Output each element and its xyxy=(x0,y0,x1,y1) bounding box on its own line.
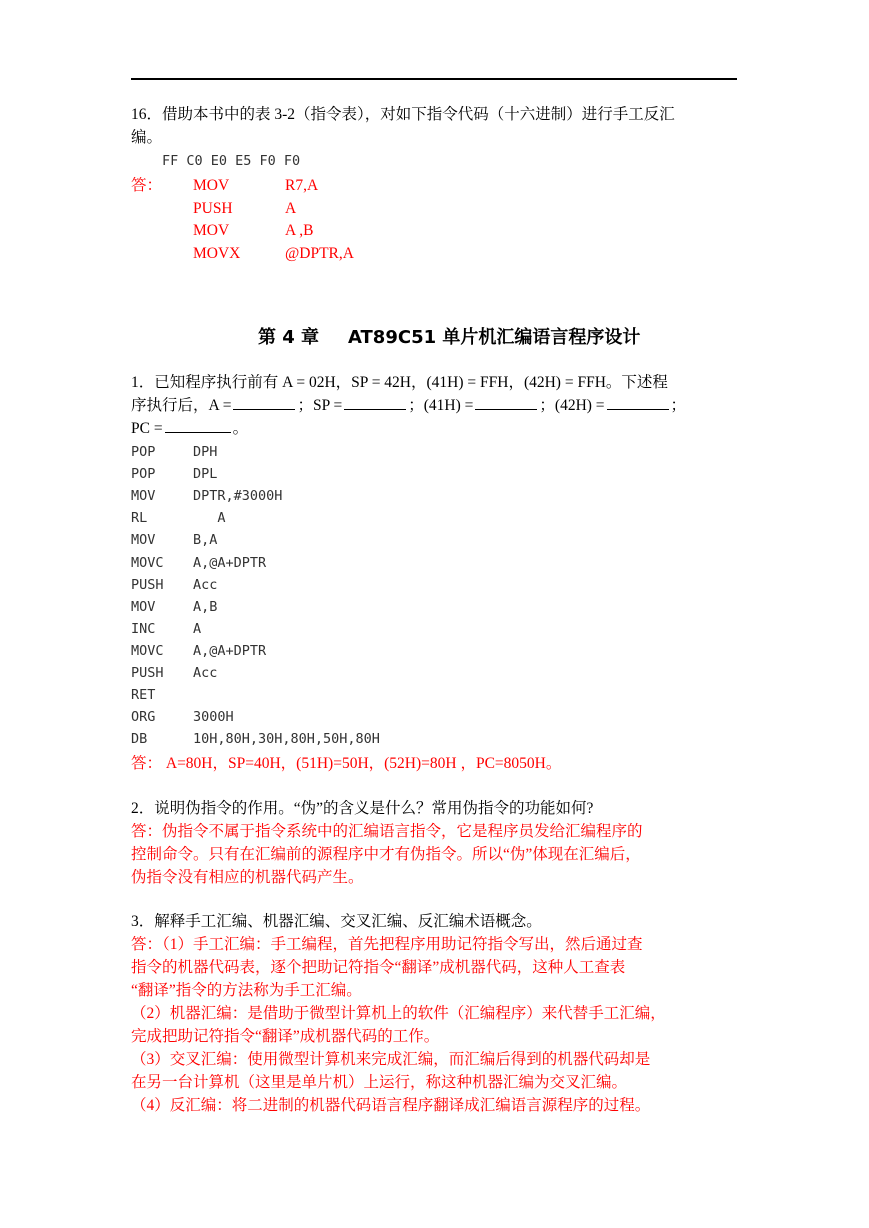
q1-text-c: ；(41H) = xyxy=(408,397,474,414)
q3-answer-line: 完成把助记符指令“翻译”成机器代码的工作。 xyxy=(131,1028,440,1045)
code-opcode: PUSH xyxy=(131,577,164,593)
q1-text-b: ；SP = xyxy=(297,397,343,414)
answer-blank xyxy=(607,395,669,410)
q16-hex-codes: FF C0 E0 E5 F0 F0 xyxy=(162,153,301,169)
q1-question-line3 xyxy=(131,418,248,440)
code-operand: A xyxy=(193,621,202,637)
code-operand: 10H,80H,30H,80H,50H,80H xyxy=(193,731,380,747)
code-opcode: MOV xyxy=(131,532,156,548)
code-operand: A,@A+DPTR xyxy=(193,555,267,571)
q1-text-d: ；(42H) = xyxy=(539,397,605,414)
code-opcode: ORG xyxy=(131,709,156,725)
q1-answer: 答： A=80H，SP=40H，(51H)=50H，(52H)=80H ，PC=8050H。 xyxy=(131,755,562,772)
code-operand: A xyxy=(193,510,226,526)
q1-question-line2 xyxy=(131,395,686,417)
q16-question-line1: 16．借助本书中的表 3-2（指令表），对如下指令代码（十六进制）进行手工反汇 xyxy=(131,106,675,123)
code-operand: Acc xyxy=(193,577,218,593)
q2-answer-line: 控制命令。只有在汇编前的源程序中才有伪指令。所以“伪”体现在汇编后， xyxy=(131,846,641,863)
q2-answer-line: 答：伪指令不属于指令系统中的汇编语言指令，它是程序员发给汇编程序的 xyxy=(131,823,643,840)
q1-text-e: ； xyxy=(670,397,687,414)
q16-answer-arg: @DPTR,A xyxy=(285,245,354,262)
q1-question-line1: 1．已知程序执行前有 A = 02H，SP = 42H，(41H) = FFH，(42H) = FFH。下述程 xyxy=(131,374,668,391)
header-rule xyxy=(131,78,737,80)
code-opcode: POP xyxy=(131,466,156,482)
code-opcode: RL xyxy=(131,510,148,526)
answer-blank xyxy=(475,395,537,410)
code-operand: B,A xyxy=(193,532,218,548)
q3-answer-line: “翻译”指令的方法称为手工汇编。 xyxy=(131,982,362,999)
code-opcode: MOVC xyxy=(131,643,164,659)
q2-answer-line: 伪指令没有相应的机器代码产生。 xyxy=(131,869,364,886)
q2-question: 2．说明伪指令的作用。“伪”的含义是什么？常用伪指令的功能如何? xyxy=(131,800,594,817)
q3-answer-line: 答：（1）手工汇编：手工编程，首先把程序用助记符指令写出，然后通过查 xyxy=(131,936,643,953)
code-operand: 3000H xyxy=(193,709,234,725)
code-operand: DPTR,#3000H xyxy=(193,488,283,504)
q16-answer-op: MOV xyxy=(193,222,230,239)
q16-answer-op: MOV xyxy=(193,177,230,194)
answer-blank xyxy=(165,418,231,433)
chapter-title: AT89C51 单片机汇编语言程序设计 xyxy=(348,327,641,348)
answer-blank xyxy=(344,395,406,410)
code-opcode: MOV xyxy=(131,599,156,615)
code-operand: Acc xyxy=(193,665,218,681)
code-opcode: MOV xyxy=(131,488,156,504)
q3-question: 3．解释手工汇编、机器汇编、交叉汇编、反汇编术语概念。 xyxy=(131,913,542,930)
chapter-label: 第 4 章 xyxy=(258,327,320,348)
code-operand: DPL xyxy=(193,466,218,482)
q16-answer-label: 答： xyxy=(131,177,163,194)
code-opcode: RET xyxy=(131,687,156,703)
code-opcode: PUSH xyxy=(131,665,164,681)
code-opcode: POP xyxy=(131,444,156,460)
q16-answer-op: MOVX xyxy=(193,245,241,262)
answer-blank xyxy=(233,395,295,410)
q16-answer-op: PUSH xyxy=(193,200,233,217)
code-opcode: DB xyxy=(131,731,148,747)
q16-answer-arg: A ,B xyxy=(285,222,314,239)
q3-answer-line: （3）交叉汇编：使用微型计算机来完成汇编，而汇编后得到的机器代码却是 xyxy=(131,1051,651,1068)
q3-answer-line: 在另一台计算机（这里是单片机）上运行，称这种机器汇编为交叉汇编。 xyxy=(131,1074,628,1091)
q3-answer-line: 指令的机器代码表，逐个把助记符指令“翻译”成机器代码，这种人工查表 xyxy=(131,959,626,976)
code-opcode: INC xyxy=(131,621,156,637)
code-operand: DPH xyxy=(193,444,218,460)
q16-answer-arg: R7,A xyxy=(285,177,319,194)
q1-pc-end: 。 xyxy=(232,420,249,437)
q1-pc-label: PC = xyxy=(131,420,163,437)
q3-answer-line: （4）反汇编：将二进制的机器代码语言程序翻译成汇编语言源程序的过程。 xyxy=(131,1097,651,1114)
code-operand: A,B xyxy=(193,599,218,615)
code-opcode: MOVC xyxy=(131,555,164,571)
q3-answer-line: （2）机器汇编：是借助于微型计算机上的软件（汇编程序）来代替手工汇编， xyxy=(131,1005,666,1022)
q16-answer-arg: A xyxy=(285,200,297,217)
q16-question-line2: 编。 xyxy=(131,129,163,146)
code-operand: A,@A+DPTR xyxy=(193,643,267,659)
q1-text-a: 序执行后，A = xyxy=(131,397,232,414)
